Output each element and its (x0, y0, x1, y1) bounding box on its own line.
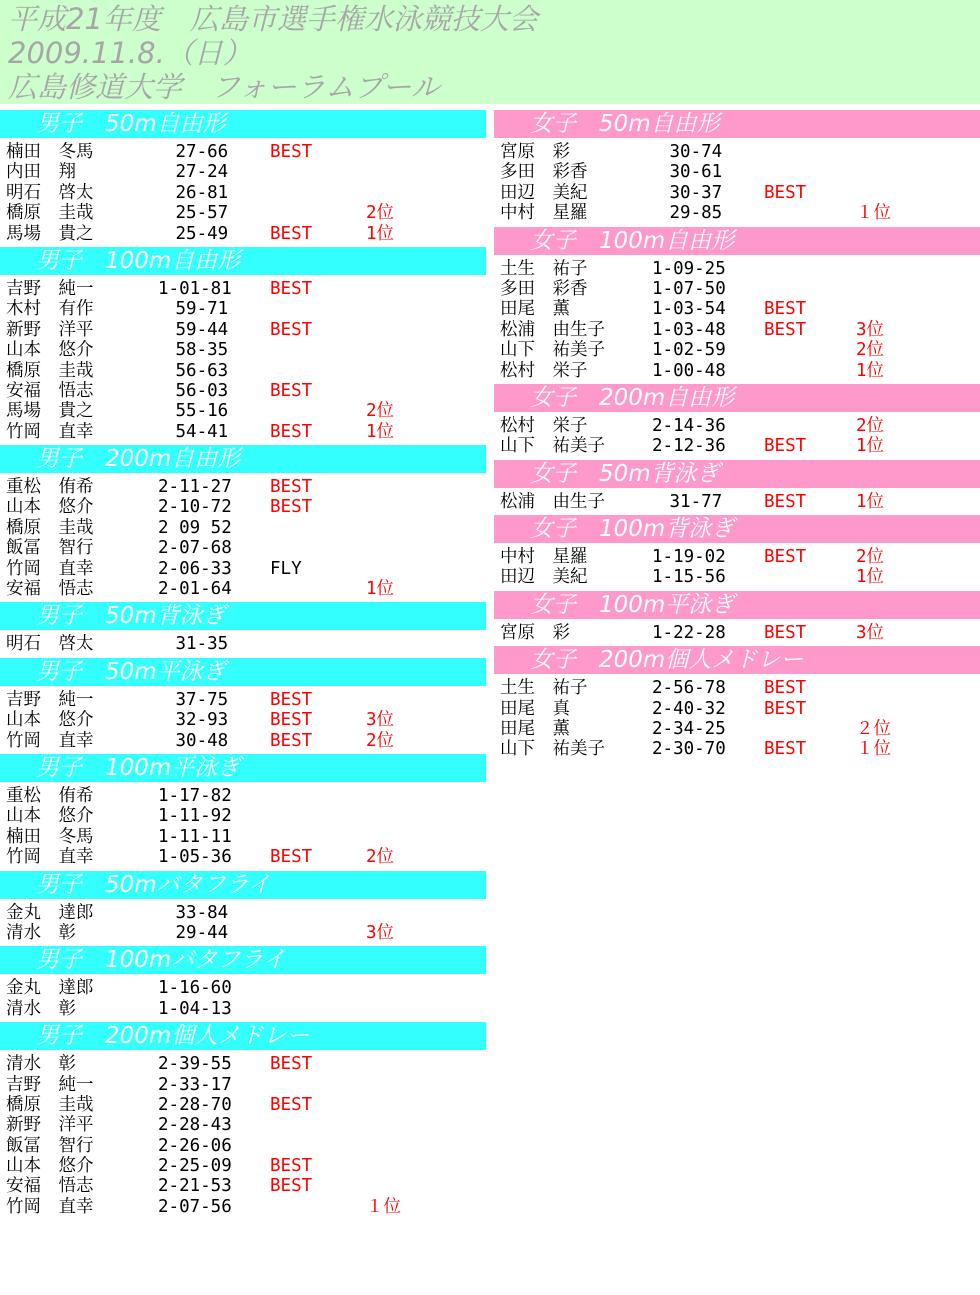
result-time: 2-12-36 (652, 436, 726, 457)
result-list (494, 255, 980, 384)
best-mark: BEST (764, 678, 807, 699)
result-row (494, 320, 980, 340)
swimmer-name: 中村 星羅 (500, 203, 588, 224)
result-time: 27-24 (158, 162, 229, 183)
result-row (0, 1054, 486, 1074)
result-row (0, 786, 486, 806)
result-time: 1-02-59 (652, 340, 726, 361)
best-mark: BEST (764, 698, 807, 719)
rank-label: 3位 (366, 922, 395, 943)
swimmer-name: 明石 啓太 (6, 182, 94, 203)
best-mark: BEST (270, 142, 313, 162)
women-event-section (494, 646, 980, 763)
swimmer-name: 金丸 達郎 (6, 978, 94, 999)
swimmer-name: 重松 侑希 (6, 477, 94, 498)
result-time: 1-15-56 (652, 567, 726, 588)
result-row (0, 422, 486, 442)
result-list (494, 543, 980, 591)
result-time: 2-26-06 (158, 1135, 232, 1156)
rank-label: 1位 (856, 436, 885, 457)
result-time: 2-25-09 (158, 1156, 232, 1177)
swimmer-name: 竹岡 直幸 (6, 558, 94, 579)
result-row (494, 678, 980, 698)
result-row (0, 401, 486, 421)
swimmer-name: 重松 侑希 (6, 785, 94, 806)
result-row (0, 497, 486, 517)
men-event-section (0, 1022, 486, 1220)
result-row (0, 690, 486, 710)
women-event-section (494, 384, 980, 460)
rank-label: 1位 (856, 491, 885, 512)
swimmer-name: 山本 悠介 (6, 806, 94, 827)
swimmer-name: 竹岡 直幸 (6, 421, 94, 442)
men-event-section (0, 658, 486, 754)
swimmer-name: 竹岡 直幸 (6, 730, 94, 751)
men-event-section (0, 445, 486, 602)
result-row (0, 806, 486, 826)
result-time: 2-33-17 (158, 1074, 232, 1095)
result-row (0, 518, 486, 538)
result-row (494, 259, 980, 279)
best-mark: FLY (270, 558, 302, 579)
result-time: 1-19-02 (652, 547, 726, 568)
rank-label: 2位 (366, 401, 395, 422)
swimmer-name: 多田 彩香 (500, 278, 588, 299)
result-time: 30-48 (158, 730, 229, 751)
swimmer-name: 田尾 薫 (500, 719, 570, 740)
best-mark: BEST (764, 547, 807, 568)
result-row (494, 299, 980, 319)
result-time: 2-06-33 (158, 558, 232, 579)
result-time: 2-14-36 (652, 415, 726, 436)
result-list (0, 473, 486, 602)
swimmer-name: 楠田 冬馬 (6, 142, 94, 162)
result-row (0, 1197, 486, 1217)
swimmer-name: 新野 洋平 (6, 1115, 94, 1136)
result-list (494, 674, 980, 763)
event-title-bar: 男子 100m自由形 (0, 247, 486, 275)
result-row (494, 719, 980, 739)
result-time: 25-57 (158, 203, 229, 224)
result-time: 2-21-53 (158, 1176, 232, 1197)
result-row (494, 340, 980, 360)
result-time: 1-04-13 (158, 998, 232, 1019)
swimmer-name: 土生 祐子 (500, 678, 588, 699)
women-event-section (494, 515, 980, 591)
result-time: 30-74 (652, 142, 723, 162)
result-row (0, 1136, 486, 1156)
result-time: 25-49 (158, 223, 229, 244)
swimmer-name: 楠田 冬馬 (6, 826, 94, 847)
result-row (0, 999, 486, 1019)
men-event-section (0, 110, 486, 247)
rank-label: 3位 (856, 319, 885, 340)
best-mark: BEST (764, 491, 807, 512)
women-event-section (494, 227, 980, 384)
swimmer-name: 吉野 純一 (6, 1074, 94, 1095)
event-title: 平成21年度 広島市選手権水泳競技大会 (8, 2, 538, 36)
event-title-bar: 女子 200m個人メドレー (494, 646, 980, 674)
swimmer-name: 木村 有作 (6, 299, 94, 320)
result-row (0, 162, 486, 182)
result-time: 2-34-25 (652, 719, 726, 740)
result-time: 30-61 (652, 162, 723, 183)
result-row (0, 923, 486, 943)
swimmer-name: 土生 祐子 (500, 258, 588, 279)
result-time: 2-10-72 (158, 497, 232, 518)
result-time: 56-63 (158, 360, 229, 381)
result-row (494, 162, 980, 182)
result-row (0, 477, 486, 497)
result-row (0, 1156, 486, 1176)
best-mark: BEST (270, 730, 313, 751)
result-time: 29-85 (652, 203, 723, 224)
result-row (0, 142, 486, 162)
result-list (0, 899, 486, 947)
result-row (0, 1115, 486, 1135)
result-time: 31-77 (652, 491, 723, 512)
event-title-bar: 女子 50m背泳ぎ (494, 460, 980, 488)
result-time: 1-03-48 (652, 319, 726, 340)
event-title-bar: 女子 100m背泳ぎ (494, 515, 980, 543)
result-row (0, 827, 486, 847)
result-row (0, 224, 486, 244)
result-time: 2-28-70 (158, 1094, 232, 1115)
swimmer-name: 新野 洋平 (6, 319, 94, 340)
best-mark: BEST (270, 1176, 313, 1197)
best-mark: BEST (270, 278, 313, 299)
rank-label: 2位 (856, 415, 885, 436)
result-time: 2-01-64 (158, 579, 232, 600)
result-row (0, 903, 486, 923)
result-time: 1-03-54 (652, 299, 726, 320)
result-row (0, 320, 486, 340)
result-time: 1-07-50 (652, 278, 726, 299)
result-time: 1-22-28 (652, 622, 726, 643)
men-event-section (0, 754, 486, 871)
result-time: 58-35 (158, 340, 229, 361)
best-mark: BEST (764, 299, 807, 320)
rank-label: 1位 (366, 223, 395, 244)
result-time: 1-17-82 (158, 785, 232, 806)
event-title-bar: 男子 100mバタフライ (0, 946, 486, 974)
result-list (0, 974, 486, 1022)
best-mark: BEST (764, 436, 807, 457)
best-mark: BEST (270, 710, 313, 731)
result-list (0, 686, 486, 754)
rank-label: 2位 (366, 203, 395, 224)
rank-label: ２位 (856, 719, 891, 740)
swimmer-name: 橋原 圭哉 (6, 203, 94, 224)
rank-label: 2位 (366, 847, 395, 868)
swimmer-name: 馬場 貴之 (6, 223, 94, 244)
result-row (494, 279, 980, 299)
men-event-section (0, 602, 486, 657)
result-row (494, 492, 980, 512)
swimmer-name: 飯冨 智行 (6, 1135, 94, 1156)
swimmer-name: 松浦 由生子 (500, 491, 605, 512)
event-title-bar: 男子 200m自由形 (0, 445, 486, 473)
result-row (0, 203, 486, 223)
rank-label: 3位 (856, 622, 885, 643)
men-event-section (0, 247, 486, 445)
event-title-bar: 男子 50mバタフライ (0, 871, 486, 899)
best-mark: BEST (270, 1156, 313, 1177)
women-event-section (494, 591, 980, 646)
swimmer-name: 橋原 圭哉 (6, 1094, 94, 1115)
result-list (0, 1050, 486, 1220)
best-mark: BEST (764, 622, 807, 643)
swimmer-name: 内田 翔 (6, 162, 76, 183)
result-time: 54-41 (158, 421, 229, 442)
result-row (494, 567, 980, 587)
best-mark: BEST (270, 319, 313, 340)
swimmer-name: 金丸 達郎 (6, 902, 94, 923)
event-title-bar: 女子 200m自由形 (494, 384, 980, 412)
swimmer-name: 田辺 美紀 (500, 567, 588, 588)
swimmer-name: 田尾 薫 (500, 299, 570, 320)
swimmer-name: 安福 悟志 (6, 380, 94, 401)
result-time: 59-44 (158, 319, 229, 340)
event-venue: 広島修道大学 フォーラムプール (8, 70, 440, 104)
women-results-column (494, 110, 980, 763)
best-mark: BEST (270, 223, 313, 244)
swimmer-name: 中村 星羅 (500, 547, 588, 568)
result-time: 1-09-25 (652, 258, 726, 279)
swimmer-name: 宮原 彩 (500, 622, 570, 643)
best-mark: BEST (764, 319, 807, 340)
result-time: 2-07-56 (158, 1196, 232, 1217)
women-event-section (494, 110, 980, 227)
result-row (0, 579, 486, 599)
men-event-section (0, 871, 486, 947)
swimmer-name: 山本 悠介 (6, 340, 94, 361)
swimmer-name: 清水 彰 (6, 1054, 76, 1075)
result-time: 37-75 (158, 689, 229, 710)
rank-label: 1位 (856, 360, 885, 381)
best-mark: BEST (270, 421, 313, 442)
swimmer-name: 多田 彩香 (500, 162, 588, 183)
swimmer-name: 松浦 由生子 (500, 319, 605, 340)
swimmer-name: 馬場 貴之 (6, 401, 94, 422)
result-row (494, 699, 980, 719)
swimmer-name: 吉野 純一 (6, 278, 94, 299)
result-row (0, 381, 486, 401)
result-time: 30-37 (652, 182, 723, 203)
result-list (0, 630, 486, 657)
swimmer-name: 竹岡 直幸 (6, 1196, 94, 1217)
result-row (0, 978, 486, 998)
best-mark: BEST (270, 497, 313, 518)
result-time: 1-01-81 (158, 278, 232, 299)
swimmer-name: 安福 悟志 (6, 579, 94, 600)
result-time: 1-11-11 (158, 826, 232, 847)
men-event-section (0, 946, 486, 1022)
result-list (494, 619, 980, 646)
result-row (0, 1095, 486, 1115)
event-title-bar: 男子 50m背泳ぎ (0, 602, 486, 630)
result-list (494, 138, 980, 227)
swimmer-name: 山本 悠介 (6, 710, 94, 731)
swimmer-name: 清水 彰 (6, 998, 76, 1019)
rank-label: 2位 (366, 730, 395, 751)
best-mark: BEST (270, 1054, 313, 1075)
result-time: 1-00-48 (652, 360, 726, 381)
swimmer-name: 松村 栄子 (500, 415, 588, 436)
result-time: 31-35 (158, 634, 229, 655)
event-title-bar: 女子 100m平泳ぎ (494, 591, 980, 619)
rank-label: １位 (366, 1196, 401, 1217)
women-event-section (494, 460, 980, 515)
swimmer-name: 山下 祐美子 (500, 436, 605, 457)
result-row (0, 847, 486, 867)
result-row (494, 361, 980, 381)
result-row (494, 142, 980, 162)
result-row (494, 183, 980, 203)
swimmer-name: 山下 祐美子 (500, 739, 605, 760)
result-row (0, 731, 486, 751)
swimmer-name: 明石 啓太 (6, 634, 94, 655)
page-header (0, 0, 980, 104)
result-row (0, 279, 486, 299)
event-title-bar: 男子 50m平泳ぎ (0, 658, 486, 686)
result-time: 26-81 (158, 182, 229, 203)
result-row (494, 547, 980, 567)
swimmer-name: 宮原 彩 (500, 142, 570, 162)
rank-label: 1位 (366, 421, 395, 442)
event-title-bar: 男子 100m平泳ぎ (0, 754, 486, 782)
swimmer-name: 橋原 圭哉 (6, 360, 94, 381)
rank-label: 3位 (366, 710, 395, 731)
result-time: 2-56-78 (652, 678, 726, 699)
men-results-column (0, 110, 486, 1220)
best-mark: BEST (270, 847, 313, 868)
result-row (0, 1075, 486, 1095)
result-row (0, 340, 486, 360)
best-mark: BEST (270, 689, 313, 710)
swimmer-name: 田辺 美紀 (500, 182, 588, 203)
swimmer-name: 田尾 真 (500, 698, 570, 719)
event-title-bar: 男子 200m個人メドレー (0, 1022, 486, 1050)
rank-label: 2位 (856, 340, 885, 361)
rank-label: １位 (856, 739, 891, 760)
result-time: 2-28-43 (158, 1115, 232, 1136)
result-time: 59-71 (158, 299, 229, 320)
event-title-bar: 女子 50m自由形 (494, 110, 980, 138)
result-list (494, 488, 980, 515)
rank-label: 2位 (856, 547, 885, 568)
swimmer-name: 吉野 純一 (6, 689, 94, 710)
rank-label: 1位 (366, 579, 395, 600)
result-time: 1-11-92 (158, 806, 232, 827)
event-date: 2009.11.8.（日） (8, 36, 252, 70)
result-time: 2-11-27 (158, 477, 232, 498)
result-row (0, 710, 486, 730)
result-time: 32-93 (158, 710, 229, 731)
event-title-bar: 女子 100m自由形 (494, 227, 980, 255)
rank-label: 1位 (856, 567, 885, 588)
swimmer-name: 山下 祐美子 (500, 340, 605, 361)
result-time: 33-84 (158, 902, 229, 923)
result-list (494, 412, 980, 460)
result-row (0, 538, 486, 558)
result-row (0, 299, 486, 319)
swimmer-name: 山本 悠介 (6, 497, 94, 518)
best-mark: BEST (270, 380, 313, 401)
swimmer-name: 山本 悠介 (6, 1156, 94, 1177)
result-time: 2-39-55 (158, 1054, 232, 1075)
result-row (494, 739, 980, 759)
best-mark: BEST (764, 739, 807, 760)
swimmer-name: 松村 栄子 (500, 360, 588, 381)
swimmer-name: 安福 悟志 (6, 1176, 94, 1197)
result-row (494, 436, 980, 456)
result-row (494, 623, 980, 643)
rank-label: １位 (856, 203, 891, 224)
swimmer-name: 竹岡 直幸 (6, 847, 94, 868)
result-row (0, 361, 486, 381)
result-time: 2-40-32 (652, 698, 726, 719)
swimmer-name: 橋原 圭哉 (6, 517, 94, 538)
result-row (494, 203, 980, 223)
result-time: 1-05-36 (158, 847, 232, 868)
result-row (0, 634, 486, 654)
best-mark: BEST (764, 182, 807, 203)
result-list (0, 782, 486, 871)
result-row (0, 559, 486, 579)
result-list (0, 138, 486, 247)
result-time: 2 09 52 (158, 517, 232, 538)
event-title-bar: 男子 50m自由形 (0, 110, 486, 138)
result-time: 56-03 (158, 380, 229, 401)
best-mark: BEST (270, 477, 313, 498)
result-time: 1-16-60 (158, 978, 232, 999)
result-time: 55-16 (158, 401, 229, 422)
best-mark: BEST (270, 1094, 313, 1115)
swimmer-name: 飯冨 智行 (6, 538, 94, 559)
result-row (0, 1176, 486, 1196)
result-list (0, 275, 486, 445)
result-time: 2-07-68 (158, 538, 232, 559)
result-time: 27-66 (158, 142, 229, 162)
result-time: 2-30-70 (652, 739, 726, 760)
result-row (494, 416, 980, 436)
swimmer-name: 清水 彰 (6, 922, 76, 943)
result-time: 29-44 (158, 922, 229, 943)
result-row (0, 183, 486, 203)
